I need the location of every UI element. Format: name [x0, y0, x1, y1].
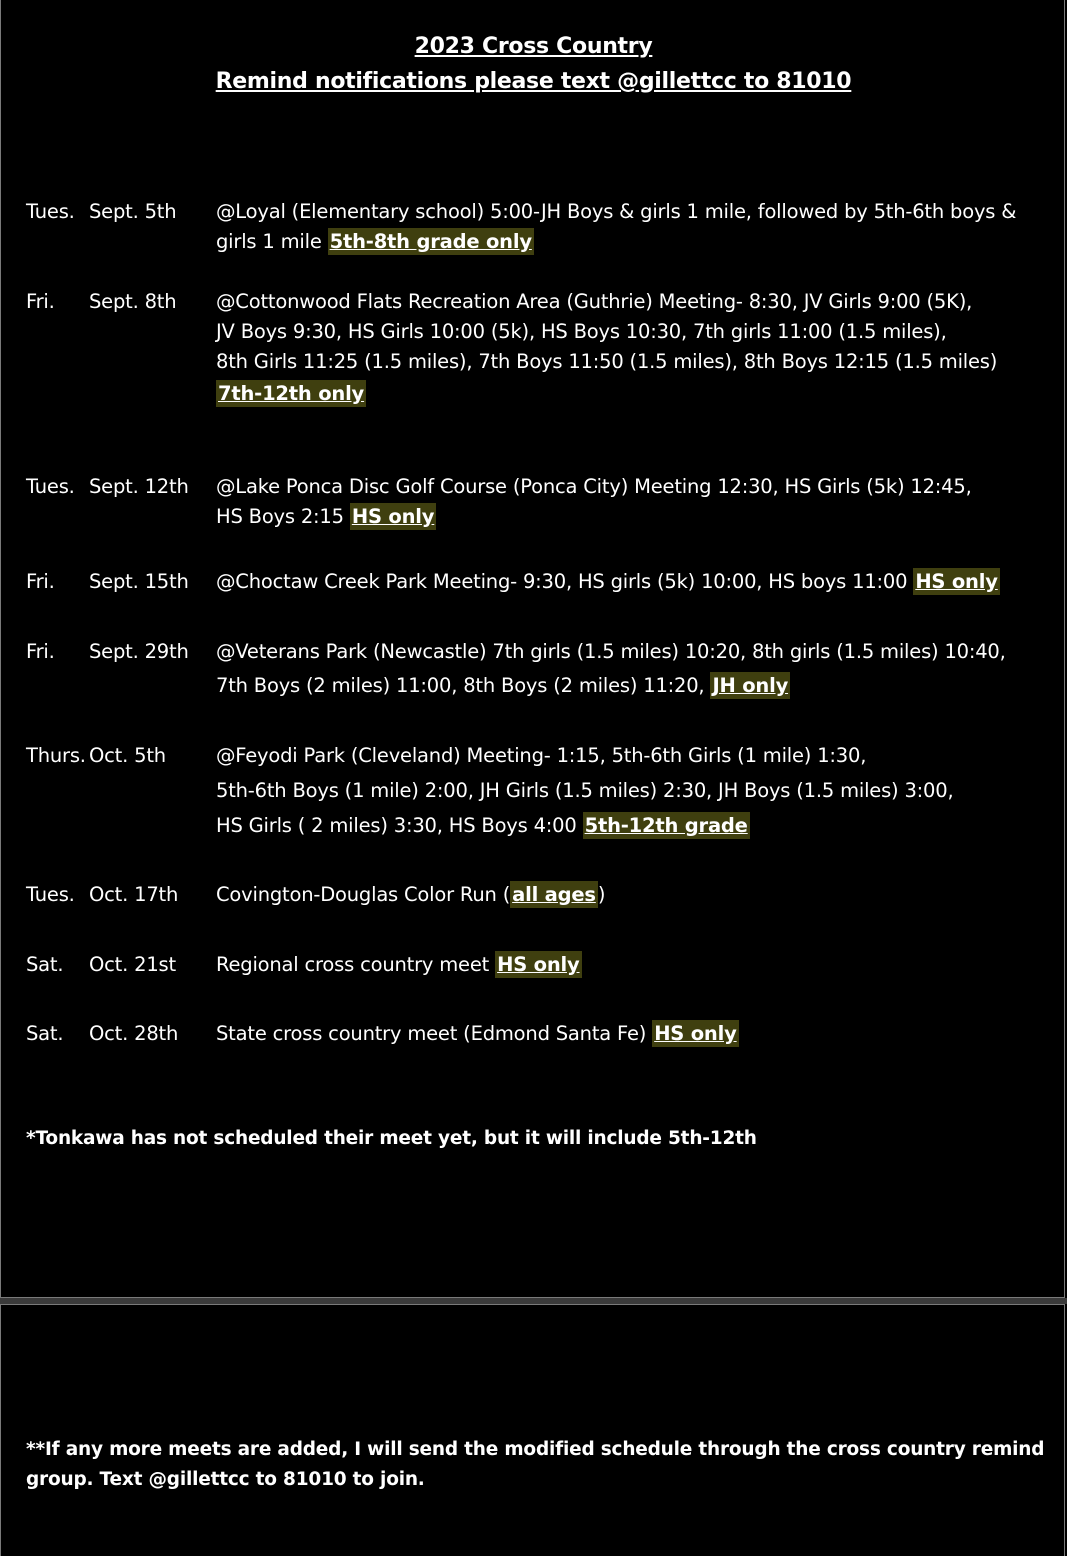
event-day: Fri.: [26, 640, 55, 663]
grade-tag: 5th-12th grade: [584, 814, 748, 837]
event-day: Fri.: [26, 570, 55, 593]
page-title: 2023 Cross Country: [414, 34, 653, 59]
page-subtitle: Remind notifications please text @gillettcc to 81010: [215, 69, 852, 94]
event-desc-line: [216, 505, 436, 528]
event-desc-line: [216, 570, 1000, 593]
event-desc-line: [216, 883, 605, 906]
document-page-2: [0, 1304, 1065, 1556]
event-date: Sept. 12th: [89, 475, 189, 498]
event-desc-line: @Lake Ponca Disc Golf Course (Ponca City) Meeting 12:30, HS Girls (5k) 12:45,: [216, 475, 972, 498]
grade-tag: HS only: [654, 1022, 737, 1045]
event-day: Fri.: [26, 290, 55, 313]
tonkawa-note: *Tonkawa has not scheduled their meet yet, but it will include 5th-12th: [26, 1128, 757, 1149]
event-desc-line: @Veterans Park (Newcastle) 7th girls (1.5 miles) 10:20, 8th girls (1.5 miles) 10:40,: [216, 640, 1006, 663]
event-desc-line: 8th Girls 11:25 (1.5 miles), 7th Boys 11:50 (1.5 miles), 8th Boys 12:15 (1.5 miles): [216, 350, 998, 373]
event-desc-line: [216, 382, 366, 405]
event-desc-text: girls 1 mile: [216, 230, 328, 253]
event-desc-text: HS Girls ( 2 miles) 3:30, HS Boys 4:00: [216, 814, 583, 837]
more-meets-note-line1: **If any more meets are added, I will send the modified schedule through the cross country remind: [26, 1439, 1045, 1460]
event-day: Tues.: [26, 475, 75, 498]
event-desc-line: @Cottonwood Flats Recreation Area (Guthrie) Meeting- 8:30, JV Girls 9:00 (5K),: [216, 290, 973, 313]
event-date: Sept. 29th: [89, 640, 189, 663]
grade-tag: all ages: [512, 883, 596, 906]
more-meets-note-line2: group. Text @gillettcc to 81010 to join.: [26, 1469, 425, 1490]
grade-tag: HS only: [915, 570, 998, 593]
event-day: Thurs.: [26, 744, 86, 767]
event-desc-line: @Loyal (Elementary school) 5:00-JH Boys & girls 1 mile, followed by 5th-6th boys &: [216, 200, 1017, 223]
event-desc-text: @Choctaw Creek Park Meeting- 9:30, HS girls (5k) 10:00, HS boys 11:00: [216, 570, 914, 593]
grade-tag: JH only: [712, 674, 789, 697]
event-desc-line: 5th-6th Boys (1 mile) 2:00, JH Girls (1.5 miles) 2:30, JH Boys (1.5 miles) 3:00,: [216, 779, 954, 802]
event-date: Sept. 15th: [89, 570, 189, 593]
event-desc-line: [216, 953, 582, 976]
event-desc-text: State cross country meet (Edmond Santa Fe): [216, 1022, 653, 1045]
event-day: Sat.: [26, 1022, 64, 1045]
event-date: Oct. 28th: [89, 1022, 179, 1045]
grade-tag: 5th-8th grade only: [329, 230, 532, 253]
event-date: Oct. 21st: [89, 953, 176, 976]
grade-tag: 7th-12th only: [218, 382, 365, 405]
event-desc-line: [216, 230, 534, 253]
event-day: Tues.: [26, 200, 75, 223]
event-desc-line: @Feyodi Park (Cleveland) Meeting- 1:15, 5th-6th Girls (1 mile) 1:30,: [216, 744, 867, 767]
event-desc-text: ): [597, 883, 606, 906]
event-desc-line: [216, 814, 750, 837]
event-day: Tues.: [26, 883, 75, 906]
event-desc-line: [216, 674, 790, 697]
event-desc-line: JV Boys 9:30, HS Girls 10:00 (5k), HS Boys 10:30, 7th girls 11:00 (1.5 miles),: [216, 320, 947, 343]
event-date: Sept. 5th: [89, 200, 177, 223]
event-desc-text: Regional cross country meet: [216, 953, 496, 976]
event-desc-line: [216, 1022, 739, 1045]
event-desc-text: HS Boys 2:15: [216, 505, 350, 528]
grade-tag: HS only: [351, 505, 435, 528]
event-date: Sept. 8th: [89, 290, 177, 313]
grade-tag: HS only: [497, 953, 580, 976]
event-desc-text: 7th Boys (2 miles) 11:00, 8th Boys (2 miles) 11:20,: [216, 674, 711, 697]
event-date: Oct. 17th: [89, 883, 179, 906]
event-desc-text: Covington-Douglas Color Run (: [216, 883, 511, 906]
event-day: Sat.: [26, 953, 64, 976]
event-date: Oct. 5th: [89, 744, 166, 767]
